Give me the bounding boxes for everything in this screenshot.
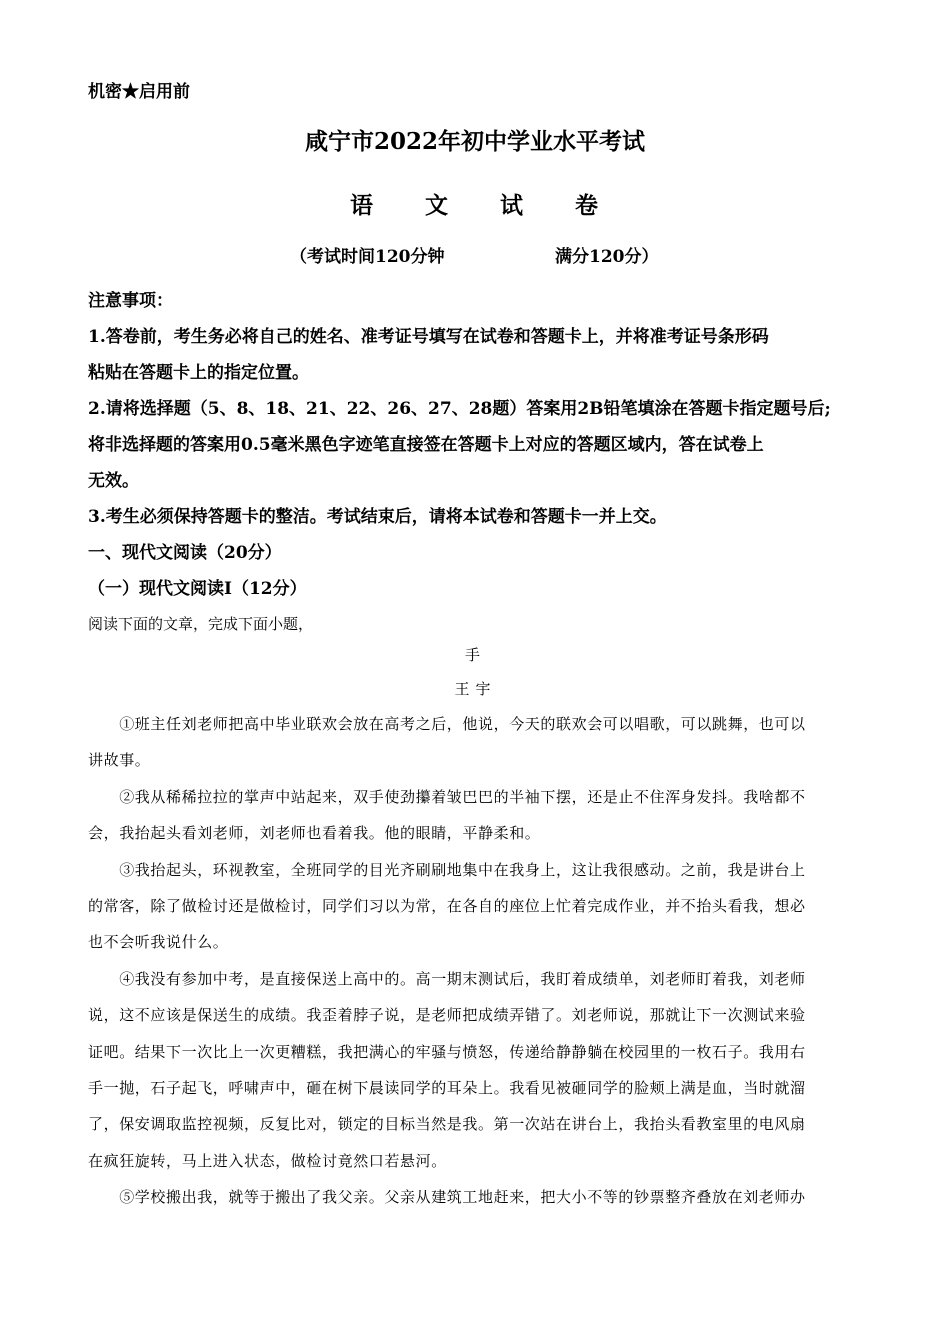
article-author: 王宇	[454, 680, 497, 698]
notes-line: 无效。	[88, 471, 139, 491]
notes-line: 3.考生必须保持答题卡的整洁。考试结束后，请将本试卷和答题卡一并上交。	[88, 507, 667, 527]
article-line: ①班主任刘老师把高中毕业联欢会放在高考之后，他说，今天的联欢会可以唱歌，可以跳舞，也可以	[88, 715, 806, 733]
notes-line: 1.答卷前，考生务必将自己的姓名、准考证号填写在试卷和答题卡上，并将准考证号条形码	[88, 327, 769, 347]
confidential-label: 机密★启用前	[88, 82, 190, 102]
notes-heading: 注意事项：	[88, 291, 173, 311]
article-line: 会，我抬起头看刘老师，刘老师也看着我。他的眼睛，平静柔和。	[88, 824, 541, 843]
notes-line: 粘贴在答题卡上的指定位置。	[88, 363, 309, 383]
article-line: 的常客，除了做检讨还是做检讨，同学们习以为常，在各自的座位上忙着完成作业，并不抬头看我，想必	[88, 896, 806, 915]
notes-line: 2.请将选择题（5、8、18、21、22、26、27、28题）答案用2B铅笔填涂在答题卡指定题号后;	[88, 399, 831, 419]
subsection-heading: （一）现代文阅读Ⅰ（12分）	[88, 579, 307, 599]
article-line: 讲故事。	[88, 751, 151, 770]
article-line: ④我没有参加中考，是直接保送上高中的。高一期末测试后，我盯着成绩单，刘老师盯着我，刘老师	[88, 969, 806, 988]
article-title: 手	[464, 646, 486, 664]
exam-score-note: 满分120分）	[555, 247, 659, 267]
article-line: ⑤学校搬出我，就等于搬出了我父亲。父亲从建筑工地赶来，把大小不等的钞票整齐叠放在刘老师办	[88, 1188, 806, 1207]
exam-time-note: （考试时间120分钟	[290, 247, 445, 267]
article-line: 也不会听我说什么。	[88, 933, 229, 952]
article-line: ②我从稀稀拉拉的掌声中站起来，双手使劲攥着皱巴巴的半袖下摆，还是止不住浑身发抖。我啥都不	[88, 787, 806, 806]
article-line: 证吧。结果下一次比上一次更糟糕，我把满心的牢骚与愤怒，传递给静静躺在校园里的一枚石子。我用右	[88, 1042, 806, 1061]
subject-title: 语 文 试 卷	[350, 192, 600, 219]
notes-section	[88, 283, 878, 607]
exam-title: 咸宁市2022年初中学业水平考试	[304, 128, 645, 155]
section-heading: 一、现代文阅读（20分）	[88, 543, 282, 563]
reading-section	[88, 610, 863, 1215]
article-line: 了，保安调取监控视频，反复比对，锁定的目标当然是我。第一次站在讲台上，我抬头看教室里的电风扇	[88, 1115, 806, 1134]
article-line: 在疯狂旋转，马上进入状态，做检讨竟然口若悬河。	[88, 1151, 447, 1170]
notes-line: 将非选择题的答案用0.5毫米黑色字迹笔直接签在答题卡上对应的答题区域内，答在试卷上	[88, 435, 764, 455]
article-line: 手一抛，石子起飞，呼啸声中，砸在树下晨读同学的耳朵上。我看见被砸同学的脸颊上满是血，当时就溜	[88, 1078, 806, 1097]
reading-instruction: 阅读下面的文章，完成下面小题，	[88, 615, 314, 633]
article-line: 说，这不应该是保送生的成绩。我歪着脖子说，是老师把成绩弄错了。刘老师说，那就让下一次测试来验	[88, 1006, 806, 1025]
article-line: ③我抬起头，环视教室，全班同学的目光齐刷刷地集中在我身上，这让我很感动。之前，我是讲台上	[88, 860, 806, 879]
